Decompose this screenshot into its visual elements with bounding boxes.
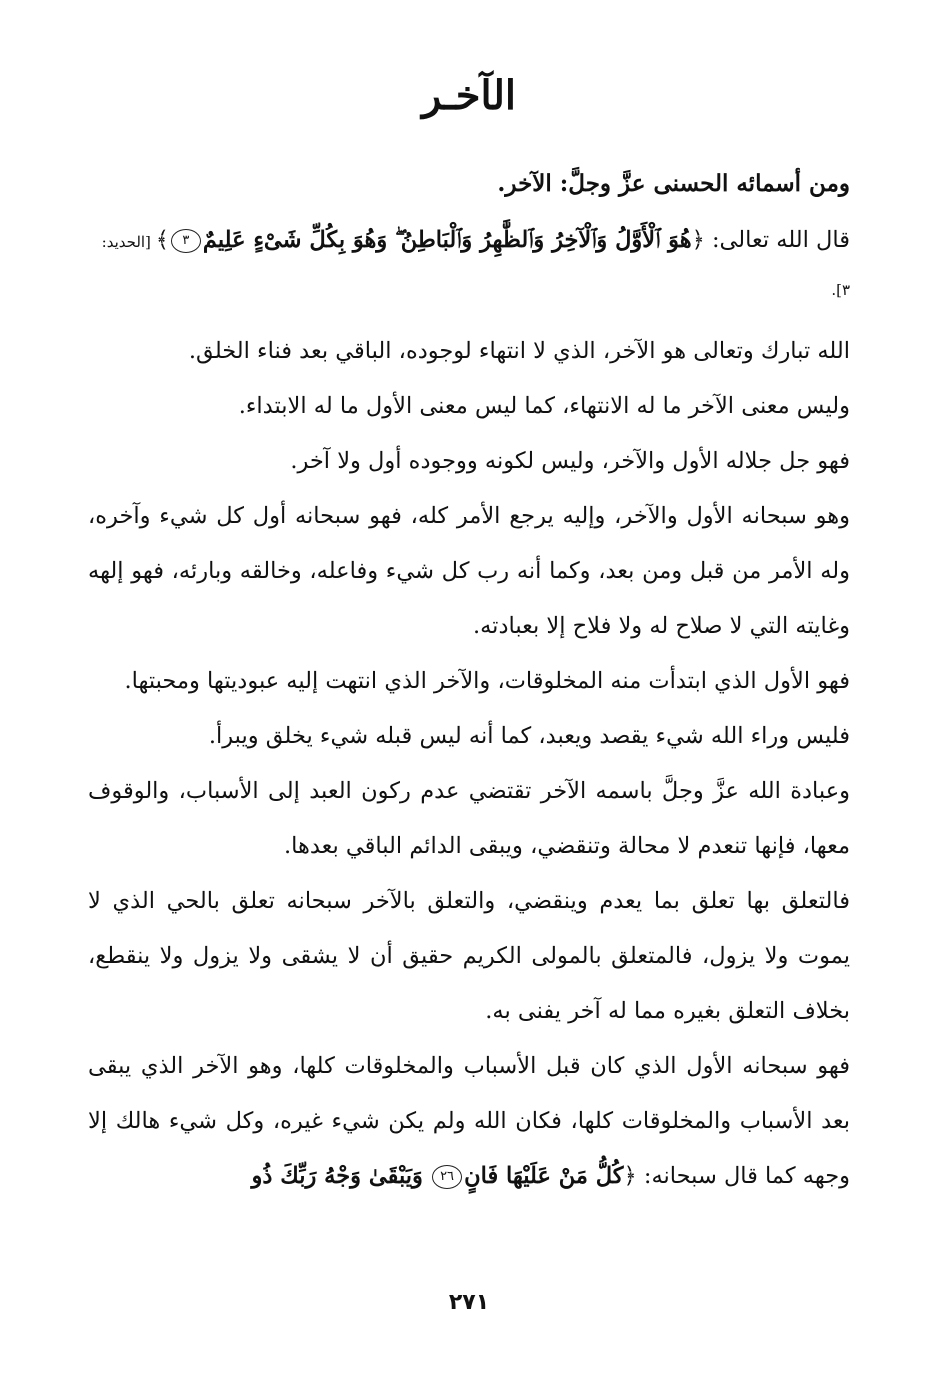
paragraph: الله تبارك وتعالى هو الآخر، الذي لا انتهاء لوجوده، الباقي بعد فناء الخلق.	[188, 338, 850, 364]
paragraph: فهو جل جلاله الأول والآخر، وليس لكونه ووجوده أول ولا آخر.	[290, 448, 850, 474]
page-title: الآخـر	[421, 72, 516, 119]
verse-text: كُلُّ مَنْ عَلَيْهَا فَانٍ	[464, 1163, 624, 1189]
ayah-number-marker: ٢٦	[432, 1165, 462, 1189]
paragraph: وعبادة الله عزَّ وجلَّ باسمه الآخر تقتضي عدم ركون العبد إلى الأسباب، والوقوف معها، فإنها تنعدم لا محالة وتنقضي، ويبقى الدائم الباقي بعدها.	[88, 778, 850, 859]
paragraph-text: فهو سبحانه الأول الذي كان قبل الأسباب والمخلوقات كلها، وهو الآخر الذي يبقى بعد الأسباب والمخلوقات كلها، فكان الله ولم يكن شيء غيره، وكل شيء هالك إلا وجهه كما قال سبحانه:	[88, 1053, 850, 1189]
paragraph-with-verse	[88, 1039, 850, 1204]
verse-open-bracket: ﴿	[623, 1163, 637, 1189]
paragraph: فالتعلق بها تعلق بما يعدم وينقضي، والتعلق بالآخر سبحانه تعلق بالحي الذي لا يموت ولا يزول، فالمتعلق بالمولى الكريم حقيق أن لا يشقى ولا يزول ولا ينقطع، بخلاف التعلق بغيره مما له آخر يفنى به.	[88, 888, 850, 1024]
verse-close-bracket: ﴾	[155, 227, 169, 253]
verse-text: هُوَ ٱلْأَوَّلُ وَٱلْآخِرُ وَٱلظَّٰهِرُ وَٱلْبَاطِنُ ۖ وَهُوَ بِكُلِّ شَىْءٍ عَلِيمٌ	[202, 227, 692, 253]
surah-reference: [الحديد:	[101, 233, 156, 251]
ayah-number-marker: ٣	[171, 229, 201, 253]
paragraph: فهو الأول الذي ابتدأت منه المخلوقات، والآخر الذي انتهت إليه عبوديتها ومحبتها.	[124, 668, 850, 694]
intro-line: ومن أسمائه الحسنى عزَّ وجلَّ: الآخر.	[497, 170, 850, 197]
quran-verse-line	[88, 213, 850, 270]
paragraph: وهو سبحانه الأول والآخر، وإليه يرجع الأمر كله، فهو سبحانه أول كل شيء وآخره، وله الأمر من قبل ومن بعد، وكما أنه رب كل شيء وفاعله، وخالقه وبارئه، فهو إلهه وغايته التي لا صلاح له ولا فلاح إلا بعبادته.	[88, 503, 850, 639]
page-number: ٢٧١	[448, 1290, 490, 1315]
verse-text-continued: وَيَبْقَىٰ وَجْهُ رَبِّكَ ذُو	[251, 1163, 423, 1189]
page-content	[88, 156, 850, 1204]
paragraph: وليس معنى الآخر ما له الانتهاء، كما ليس معنى الأول ما له الابتداء.	[238, 393, 850, 419]
surah-reference-continued: ٣].	[831, 281, 850, 299]
verse-lead: قال الله تعالى:	[704, 227, 850, 253]
verse-open-bracket: ﴿	[691, 227, 705, 253]
paragraph: فليس وراء الله شيء يقصد ويعبد، كما أنه ليس قبله شيء يخلق ويبرأ.	[208, 723, 850, 749]
